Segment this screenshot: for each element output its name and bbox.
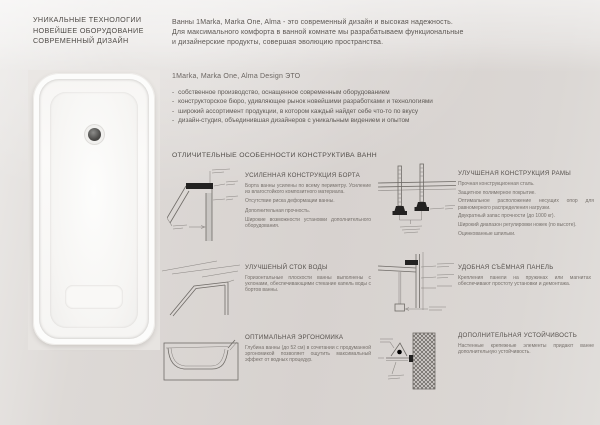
- frame-legs-diagram: [378, 162, 456, 254]
- feature-paragraph: Борта ванны усилены по всему периметру. Усиление из влагостойкого композитного материала.: [245, 183, 371, 196]
- feature-reinforced-rim: [245, 172, 371, 232]
- feature-title: УЛУЧШЕНЫЙ СТОК ВОДЫ: [245, 264, 328, 271]
- feature-paragraph: Отсутствие риска деформации ванны.: [245, 198, 335, 205]
- feature-title: УДОБНАЯ СЪЁМНАЯ ПАНЕЛЬ: [458, 264, 554, 271]
- feature-paragraph: Настенные крепежные элементы придают ванне дополнительную устойчивость.: [458, 343, 594, 356]
- feature-title: УЛУЧШЕНАЯ КОНСТРУКЦИЯ РАМЫ: [458, 170, 571, 177]
- feature-paragraph: Широкие возможности установки дополнительного оборудования.: [245, 216, 371, 230]
- bathtub-body: [33, 73, 155, 345]
- feature-paragraph: Горизонтальные плоскости ванны выполнены с уклонами, обеспечивающими стекание капель воды с бортов ванны.: [245, 275, 371, 294]
- brand-bullet: - широкий ассортимент продукции, в котором каждый найдет себе что-то по вкусу: [172, 107, 433, 116]
- bathtub-top-view-photo: [28, 70, 160, 350]
- feature-ergonomics: [245, 334, 371, 367]
- wall-mount-diagram: [378, 332, 458, 406]
- feature-paragraph: Оптимальное расположение несущих опор для равномерного распределения нагрузки.: [458, 198, 594, 211]
- removable-panel-diagram: [376, 252, 458, 340]
- feature-paragraph: Двукратный запас прочности (до 1000 кг).: [458, 213, 555, 220]
- tagline: [33, 15, 144, 47]
- rim-cross-section-diagram: [167, 166, 239, 254]
- ergonomics-profile-diagram: [162, 337, 242, 385]
- feature-paragraph: Защитное полимерное покрытие.: [458, 189, 536, 196]
- feature-title: ДОПОЛНИТЕЛЬНАЯ УСТОЙЧИВОСТЬ: [458, 332, 578, 339]
- feature-paragraph: Оцинкованные шпильки.: [458, 230, 516, 237]
- intro-paragraph: [172, 18, 464, 48]
- brand-bullet: - собственное производство, оснащенное современным оборудованием: [172, 88, 433, 97]
- intro-line: Для максимального комфорта в ванной комнате мы разрабатываем функциональные: [172, 29, 464, 36]
- feature-paragraph: Дополнительная прочность.: [245, 207, 311, 214]
- feature-paragraph: Крепления панели на пружинах или магнитах обеспечивают простоту установки и демонтажа.: [458, 275, 591, 288]
- tagline-line: УНИКАЛЬНЫЕ ТЕХНОЛОГИИ: [33, 15, 142, 24]
- feature-water-drain: [245, 264, 371, 297]
- feature-title: УСИЛЕННАЯ КОНСТРУКЦИЯ БОРТА: [245, 172, 360, 179]
- intro-line: и дизайнерские продукты, совершая эволюцию пространства.: [172, 39, 384, 46]
- feature-paragraph: Глубина ванны (до 52 см) в сочетании с продуманной эргономикой позволяет ощутить максимальный эффект от водных процедур.: [245, 345, 371, 364]
- feature-title: ОПТИМАЛЬНАЯ ЭРГОНОМИКА: [245, 334, 344, 341]
- bathtub-drain: [88, 128, 101, 141]
- brand-bullet-list: [172, 88, 433, 126]
- section-title: ОТЛИЧИТЕЛЬНЫЕ ОСОБЕННОСТИ КОНСТРУКТИВА ВАНН: [172, 152, 377, 159]
- feature-removable-panel: [458, 264, 591, 290]
- water-slope-diagram: [162, 258, 242, 328]
- bathtub-antislip-area: [65, 285, 123, 309]
- tagline-line: НОВЕЙШЕЕ ОБОРУДОВАНИЕ: [33, 25, 144, 35]
- feature-additional-stability: [458, 332, 594, 358]
- brand-bullet: - конструкторское бюро, удивляющее рынок новейшими разработками и технологиями: [172, 97, 433, 106]
- feature-paragraph: Широкий диапазон регулировки ножек (по высоте).: [458, 222, 577, 229]
- tagline-line: СОВРЕМЕННЫЙ ДИЗАЙН: [33, 36, 129, 46]
- feature-paragraph: Прочная конструкционная сталь.: [458, 181, 535, 187]
- intro-line: Ванны 1Marka, Marka One, Alma - это современный дизайн и высокая надежность.: [172, 19, 454, 26]
- brand-block-title: 1Marka, Marka One, Alma Design ЭТО: [172, 73, 301, 80]
- feature-improved-frame: [458, 170, 594, 239]
- brand-bullet: - дизайн-студия, объединившая дизайнеров с уникальным видением и опытом: [172, 116, 433, 125]
